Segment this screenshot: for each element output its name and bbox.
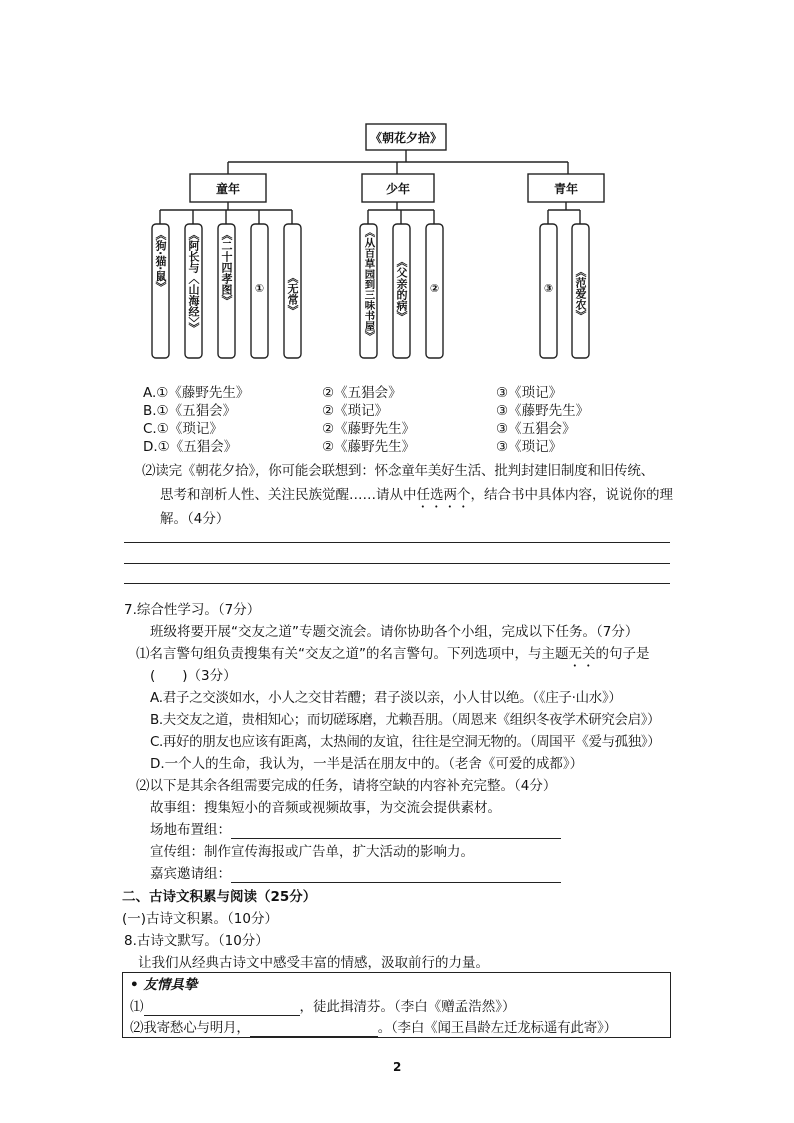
q7-option-a: A.君子之交淡如水，小人之交甘若醴；君子淡以亲，小人甘以绝。（《庄子·山水》） [150, 690, 622, 706]
q6-part2-line2 [160, 486, 673, 511]
q7-group-story: 故事组：搜集短小的音频或视频故事，为交流会提供素材。 [150, 800, 501, 816]
group-label-young-adult: 青年 [553, 182, 579, 196]
group-label-youth: 少年 [385, 182, 411, 196]
section2-heading: 二、古诗文积累与阅读（25分） [122, 889, 317, 905]
q8-line1 [130, 998, 516, 1016]
q6-part2-line1: ⑵读完《朝花夕拾》，你可能会联想到：怀念童年美好生活、批判封建旧制度和旧传统、 [142, 463, 654, 479]
option-b-3: ③《藤野先生》 [496, 403, 590, 419]
q7-option-c: C.再好的朋友也应该有距离，太热闹的友谊，往往是空洞无物的。（周国平《爱与孤独》） [150, 734, 661, 750]
q7-option-b: B.夫交友之道，贵相知心；而切磋琢磨，尤赖吾朋。（周恩来《组织冬夜学术研究会启》） [150, 712, 661, 728]
leaf-text: 《范爱农》 [574, 266, 587, 321]
leaf-text: 《狗·猫·鼠》 [154, 229, 167, 293]
q7-part1-text-b: 的句子是 [595, 646, 650, 662]
option-b-2: ②《琐记》 [322, 403, 389, 419]
q7-part2: ⑵以下是其余各组需要完成的任务，请将空缺的内容补充完整。（4分） [136, 778, 557, 794]
q7-option-d: D.一个人的生命，我认为，一半是活在朋友中的。（老舍《可爱的成都》） [150, 756, 584, 772]
option-c-3: ③《五猖会》 [496, 421, 576, 437]
root-label: 《朝花夕拾》 [369, 131, 443, 145]
option-d-1: D.①《五猖会》 [143, 439, 238, 455]
option-c-1: C.①《琐记》 [143, 421, 223, 437]
answer-line[interactable] [124, 563, 670, 564]
q8-title: 8.古诗文默写。（10分） [124, 933, 269, 949]
leaf-text: ③ [542, 282, 555, 295]
option-d-3: ③《琐记》 [496, 439, 563, 455]
q7-part1-text-a: ⑴名言警句组负责搜集有关“交友之道”的名言警句。下列选项中，与主题 [136, 646, 569, 662]
q7-group-guest [150, 865, 561, 883]
guest-answer-blank[interactable] [231, 868, 561, 883]
book-structure-diagram [0, 0, 794, 380]
leaf-text: ② [428, 282, 441, 295]
q8-blank-1[interactable] [144, 1001, 300, 1016]
page-number: 2 [393, 1060, 402, 1074]
q8-line2 [130, 1019, 617, 1037]
answer-line[interactable] [124, 583, 670, 584]
leaf-text: 《二十四孝图》 [220, 229, 233, 306]
q7-intro: 班级将要开展“交友之道”专题交流会。请你协助各个小组，完成以下任务。（7分） [150, 624, 639, 640]
q8-line1-number: ⑴ [130, 999, 144, 1015]
group-label-childhood: 童年 [215, 182, 241, 196]
option-d-2: ②《藤野先生》 [322, 439, 416, 455]
q8-line1-text: ，徒此揖清芬。（李白《赠孟浩然》） [299, 999, 516, 1015]
q7-part1-emphasis: 无关 [568, 646, 596, 662]
q7-group-venue [150, 821, 561, 839]
leaf-text: 《无常》 [286, 272, 299, 316]
q8-blank-2[interactable] [250, 1022, 378, 1037]
q7-group-venue-label: 场地布置组： [150, 822, 231, 838]
q8-line2-text-b: 。（李白《闻王昌龄左迁龙标遥有此寄》） [377, 1020, 617, 1036]
q7-group-guest-label: 嘉宾邀请组： [150, 866, 231, 882]
option-b-1: B.①《五猖会》 [143, 403, 237, 419]
q6-part2-emphasis: 任选两个 [416, 487, 471, 503]
venue-answer-blank[interactable] [231, 824, 561, 839]
leaf-text: ① [253, 282, 266, 295]
section2-subheading: (一)古诗文积累。（10分） [122, 911, 278, 927]
q8-intro: 让我们从经典古诗文中感受丰富的情感，汲取前行的力量。 [138, 955, 489, 971]
option-c-2: ②《藤野先生》 [322, 421, 416, 437]
q6-part2-line3: 解。（4分） [160, 511, 230, 527]
q8-line2-text-a: ⑵我寄愁心与明月， [130, 1020, 250, 1036]
option-a-2: ②《五猖会》 [322, 385, 402, 401]
q7-group-publicity: 宣传组：制作宣传海报或广告单，扩大活动的影响力。 [150, 844, 474, 860]
leaf-text: 《阿长与〈山海经〉》 [187, 229, 200, 334]
leaf-text: 《从百草园到三味书屋》 [362, 227, 375, 342]
q6-part2-line2-text: 思考和剖析人性、关注民族觉醒……请从中 [160, 487, 417, 503]
option-a-1: A.①《藤野先生》 [143, 385, 250, 401]
option-a-3: ③《琐记》 [496, 385, 563, 401]
q7-title: 7.综合性学习。（7分） [124, 602, 261, 618]
answer-line[interactable] [124, 542, 670, 543]
q6-part2-line2-text-b: ，结合书中具体内容，说说你的理 [470, 487, 673, 503]
q7-part1-line2: ( )（3分） [150, 668, 237, 684]
leaf-text: 《父亲的病》 [395, 256, 408, 322]
friendship-box-title: • 友情具挚 [130, 977, 198, 993]
